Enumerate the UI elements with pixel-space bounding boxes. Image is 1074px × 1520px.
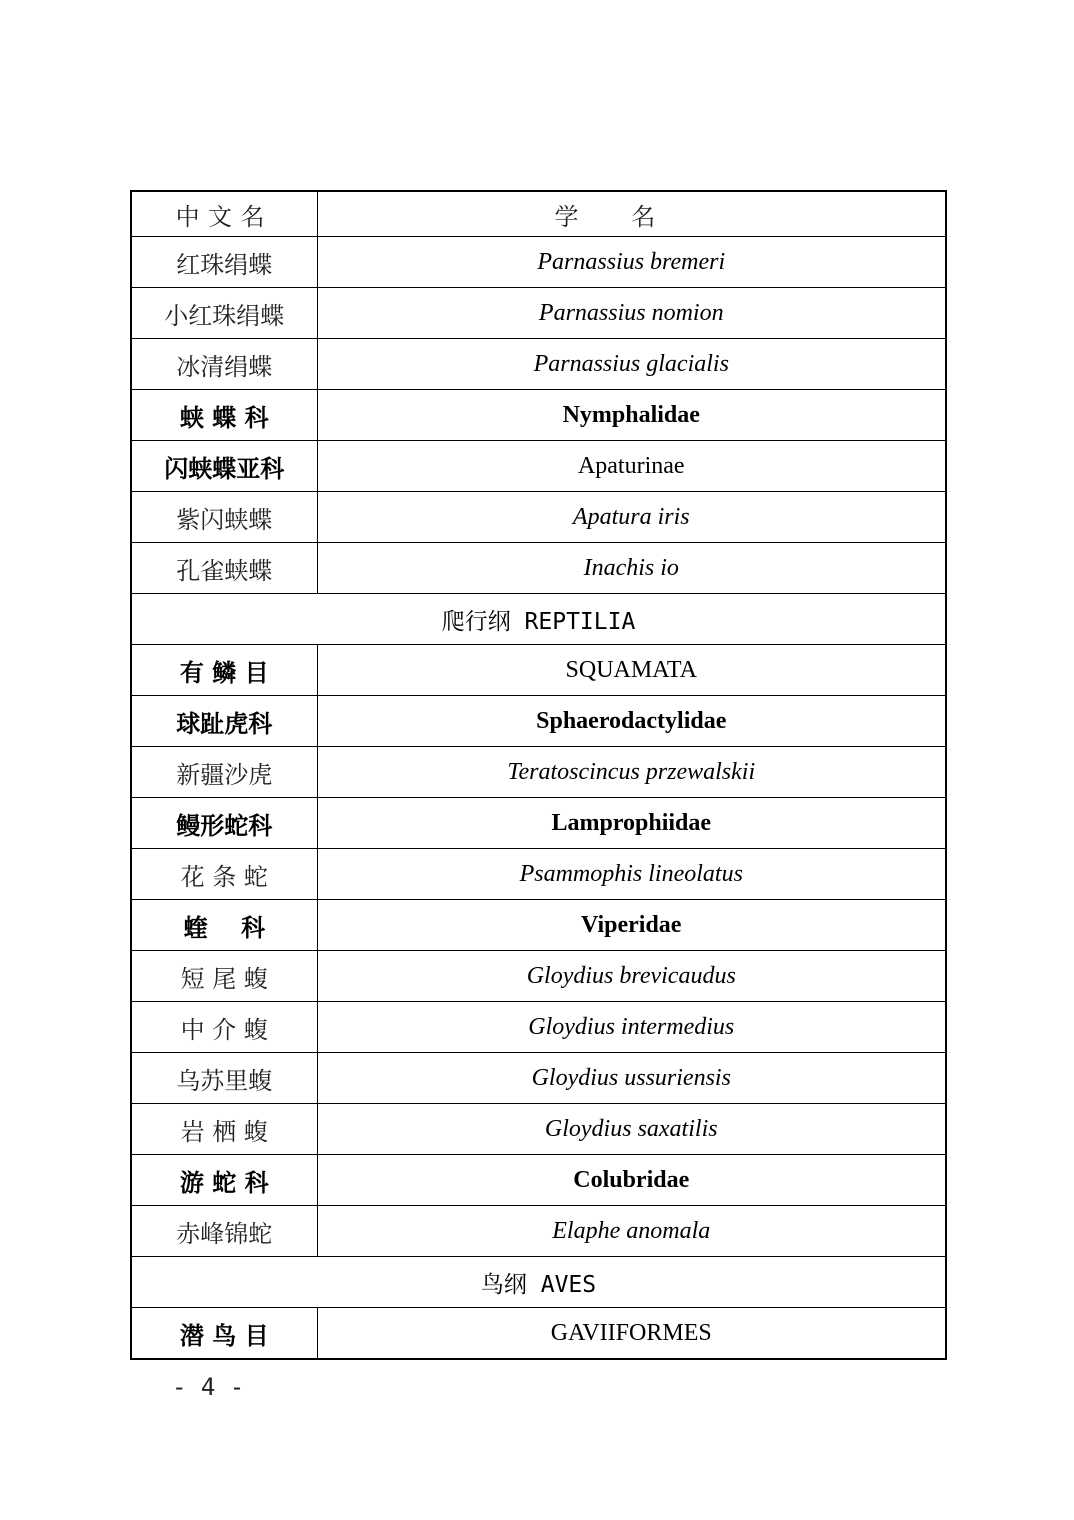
chinese-name-cell: 球趾虎科 <box>131 696 317 747</box>
species-row <box>131 543 946 594</box>
species-row <box>131 492 946 543</box>
species-row <box>131 339 946 390</box>
scientific-name-cell: Apatura iris <box>317 492 946 543</box>
family-row <box>131 900 946 951</box>
chinese-name-cell: 红珠绢蝶 <box>131 237 317 288</box>
table-header-row <box>131 191 946 237</box>
scientific-name-cell: SQUAMATA <box>317 645 946 696</box>
chinese-name-cell: 孔雀蛱蝶 <box>131 543 317 594</box>
chinese-name-cell: 花 条 蛇 <box>131 849 317 900</box>
page-number: - 4 - <box>172 1373 245 1401</box>
species-row <box>131 1104 946 1155</box>
family-row <box>131 390 946 441</box>
family-row <box>131 696 946 747</box>
scientific-name-cell: Viperidae <box>317 900 946 951</box>
chinese-name-cell: 冰清绢蝶 <box>131 339 317 390</box>
species-row <box>131 288 946 339</box>
header-scientific-name: 学名 <box>317 191 946 237</box>
species-row <box>131 1206 946 1257</box>
chinese-name-cell: 紫闪蛱蝶 <box>131 492 317 543</box>
scientific-name-cell: Parnassius bremeri <box>317 237 946 288</box>
class-label: 鸟纲 AVES <box>131 1257 946 1308</box>
species-row <box>131 1002 946 1053</box>
chinese-name-cell: 鳗形蛇科 <box>131 798 317 849</box>
scientific-name-cell: Psammophis lineolatus <box>317 849 946 900</box>
chinese-name-cell: 短 尾 蝮 <box>131 951 317 1002</box>
chinese-name-cell: 乌苏里蝮 <box>131 1053 317 1104</box>
chinese-name-cell: 有 鳞 目 <box>131 645 317 696</box>
subfamily-row <box>131 441 946 492</box>
chinese-name-cell: 蝰 科 <box>131 900 317 951</box>
scientific-name-cell: Gloydius brevicaudus <box>317 951 946 1002</box>
scientific-name-cell: Colubridae <box>317 1155 946 1206</box>
scientific-name-cell: Apaturinae <box>317 441 946 492</box>
chinese-name-cell: 中 介 蝮 <box>131 1002 317 1053</box>
chinese-name-cell: 游 蛇 科 <box>131 1155 317 1206</box>
header-chinese-name: 中文名 <box>131 191 317 237</box>
species-row <box>131 849 946 900</box>
chinese-name-cell: 赤峰锦蛇 <box>131 1206 317 1257</box>
scientific-name-cell: Nymphalidae <box>317 390 946 441</box>
class-row <box>131 1257 946 1308</box>
chinese-name-cell: 岩 栖 蝮 <box>131 1104 317 1155</box>
chinese-name-cell: 闪蛱蝶亚科 <box>131 441 317 492</box>
species-row <box>131 747 946 798</box>
species-row <box>131 951 946 1002</box>
family-row <box>131 798 946 849</box>
class-label: 爬行纲 REPTILIA <box>131 594 946 645</box>
scientific-name-cell: Lamprophiidae <box>317 798 946 849</box>
chinese-name-cell: 新疆沙虎 <box>131 747 317 798</box>
class-row <box>131 594 946 645</box>
family-row <box>131 1155 946 1206</box>
chinese-name-cell: 蛱 蝶 科 <box>131 390 317 441</box>
scientific-name-cell: GAVIIFORMES <box>317 1308 946 1360</box>
scientific-name-cell: Elaphe anomala <box>317 1206 946 1257</box>
scientific-name-cell: Inachis io <box>317 543 946 594</box>
species-row <box>131 1053 946 1104</box>
scientific-name-cell: Gloydius saxatilis <box>317 1104 946 1155</box>
scientific-name-cell: Teratoscincus przewalskii <box>317 747 946 798</box>
order-row <box>131 645 946 696</box>
chinese-name-cell: 小红珠绢蝶 <box>131 288 317 339</box>
scientific-name-cell: Gloydius ussuriensis <box>317 1053 946 1104</box>
species-table <box>130 190 947 1360</box>
species-row <box>131 237 946 288</box>
chinese-name-cell: 潜 鸟 目 <box>131 1308 317 1360</box>
order-row <box>131 1308 946 1360</box>
scientific-name-cell: Sphaerodactylidae <box>317 696 946 747</box>
scientific-name-cell: Parnassius glacialis <box>317 339 946 390</box>
scientific-name-cell: Gloydius intermedius <box>317 1002 946 1053</box>
scientific-name-cell: Parnassius nomion <box>317 288 946 339</box>
